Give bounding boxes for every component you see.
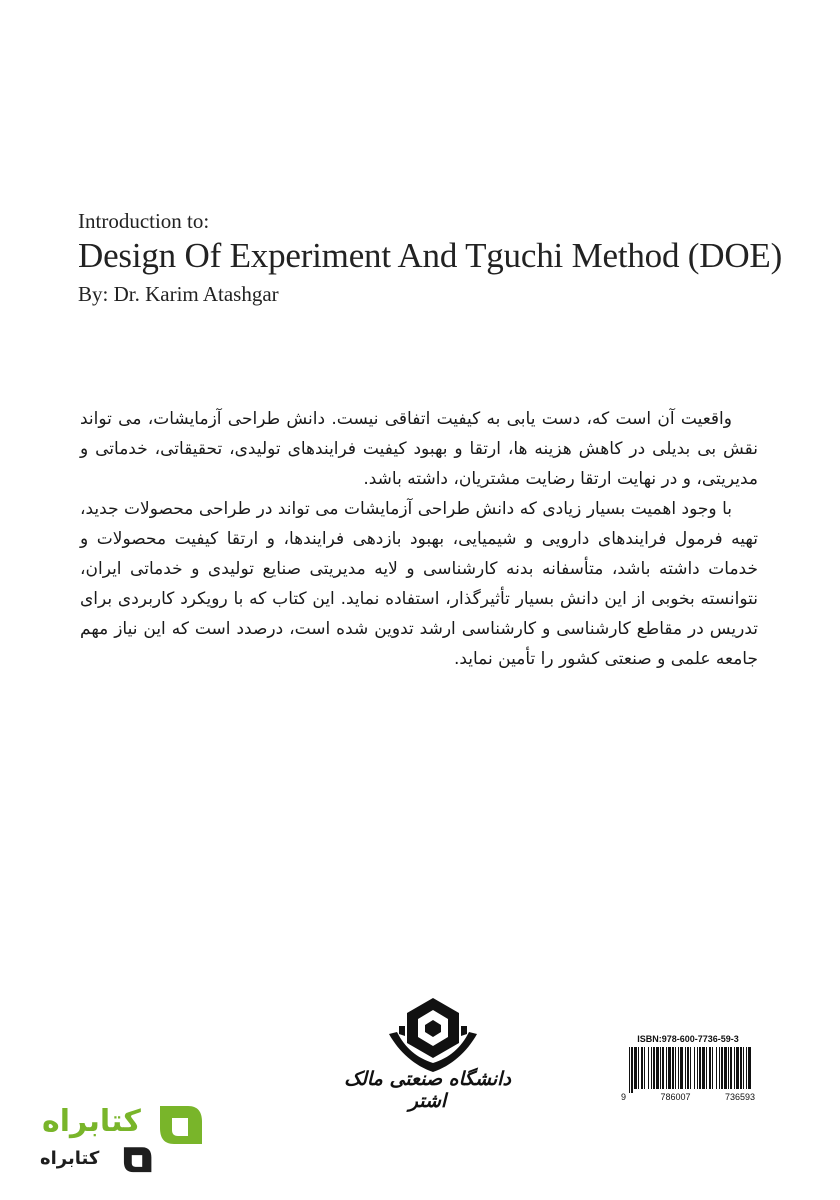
description-paragraph-1: واقعیت آن است که، دست یابی به کیفیت اتفاقی نیست. دانش طراحی آزمایشات، می تواند نقش بی بدیلی در کاهش هزینه ها، ارتقا و بهبود کیفیت فرایندهای تولیدی، تحقیقاتی، خدماتی و مدیریتی، و در نهایت ارتقا رضایت مشتریان، داشته باشد. <box>80 409 758 489</box>
brand-name-small: کتابراه <box>40 1148 100 1169</box>
book-leaf-icon <box>154 1098 206 1150</box>
book-title: Design Of Experiment And Tguchi Method (DOE) <box>78 236 783 275</box>
author-line: By: Dr. Karim Atashgar <box>78 282 279 306</box>
intro-line: Introduction to: <box>78 209 210 233</box>
isbn-digit-group: 736593 <box>724 1092 755 1102</box>
description-paragraph-2: با وجود اهمیت بسیار زیادی که دانش طراحی آزمایشات می تواند در طراحی محصولات جدید، تهیه فرمول فرایندهای دارویی و شیمیایی، بهبود بازدهی فرایندها، و ارتقا کیفیت محصولات و خدمات داشته باشد، متأسفانه بدنه کارشناسی و لایه مدیریتی صنایع تولیدی و خدماتی ایران، نتوانسته بخوبی از این دانش بسیار تأثیرگذار، استفاده نماید. این کتاب که با رویکرد کاربردی برای تدریس در مقاطع کارشناسی و کارشناسی ارشد تدوین شده است، درصدد است که این نیاز مهم جامعه علمی و صنعتی کشور را تأمین نماید. <box>80 499 758 669</box>
book-leaf-small-icon <box>120 1142 154 1176</box>
isbn-label: ISBN:978-600-7736-59-3 <box>637 1034 739 1044</box>
university-emblem-icon <box>385 996 481 1074</box>
barcode-icon <box>627 1047 751 1093</box>
brand-watermark <box>36 1094 216 1186</box>
description <box>80 404 758 674</box>
isbn-digits <box>621 1092 755 1102</box>
brand-name-large: کتابراه <box>42 1104 141 1139</box>
isbn-digit-group: 9 <box>621 1092 627 1102</box>
publisher-name: دانشگاه صنعتی مالک اشتر <box>344 1068 511 1112</box>
isbn-barcode-block <box>621 1034 755 1104</box>
isbn-digit-group: 786007 <box>660 1092 691 1102</box>
